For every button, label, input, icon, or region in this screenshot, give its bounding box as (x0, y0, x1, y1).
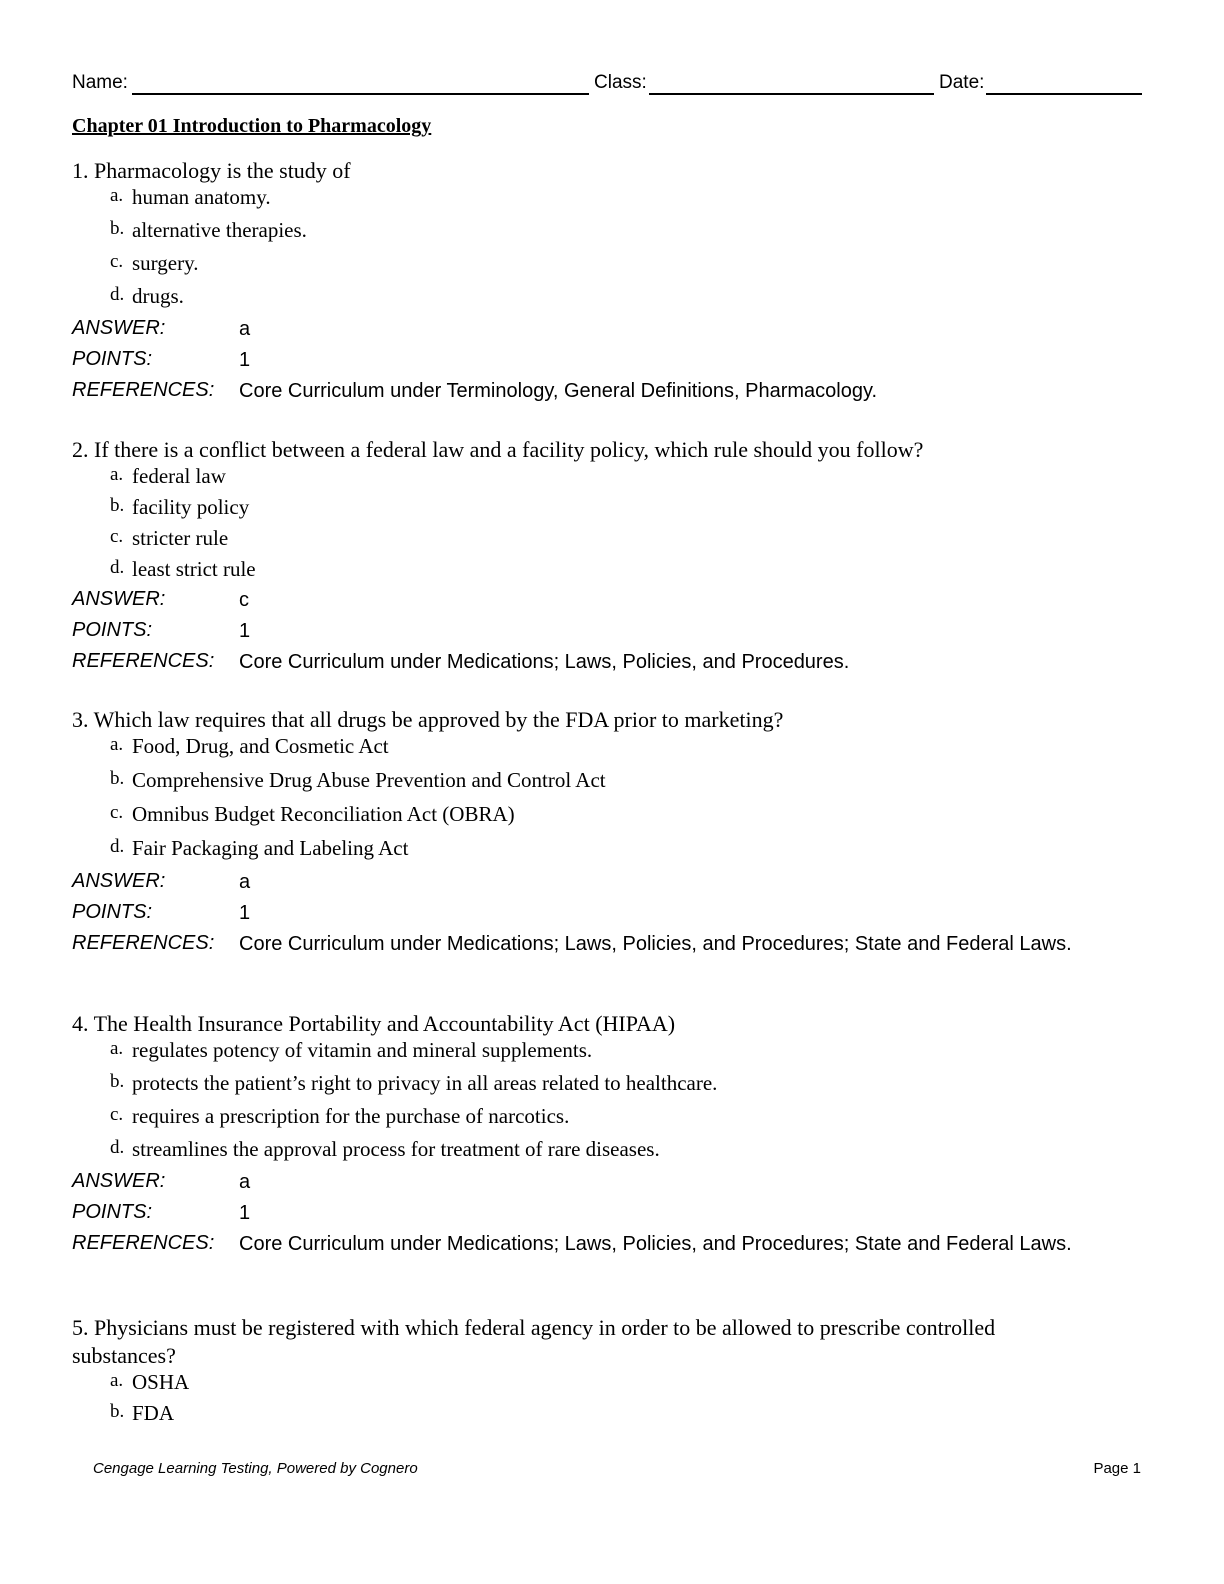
option-letter: a. (110, 185, 124, 206)
option-text: regulates potency of vitamin and mineral supplements. (132, 1038, 593, 1062)
option-letter: b. (110, 495, 125, 516)
answer-label: ANSWER: (72, 588, 166, 610)
option-text: stricter rule (132, 526, 229, 550)
date-label: Date: (939, 72, 985, 93)
option-d (72, 284, 1082, 317)
points-row (72, 619, 1082, 650)
option-text: Comprehensive Drug Abuse Prevention and Control Act (132, 768, 606, 792)
option-c (72, 526, 1082, 557)
references-row (72, 1232, 1082, 1288)
option-letter: d. (110, 557, 125, 578)
option-letter: c. (110, 526, 124, 547)
option-letter: a. (110, 1370, 124, 1391)
question-1 (72, 157, 1082, 410)
question-stem: 5. Physicians must be registered with which federal agency in order to be allowed to prescribe controlled substances? (72, 1315, 996, 1368)
option-a (72, 1038, 1082, 1071)
points-value: 1 (239, 349, 251, 371)
references-value: Core Curriculum under Medications; Laws, Policies, and Procedures; State and Federal Laws. (239, 1233, 1072, 1255)
references-label: REFERENCES: (72, 1232, 215, 1254)
references-label: REFERENCES: (72, 379, 215, 401)
points-value: 1 (239, 620, 251, 642)
option-text: requires a prescription for the purchase of narcotics. (132, 1104, 570, 1128)
option-d (72, 836, 1082, 870)
option-b (72, 768, 1082, 802)
points-row (72, 1201, 1082, 1232)
question-4 (72, 1010, 1082, 1288)
option-c (72, 251, 1082, 284)
answer-label: ANSWER: (72, 870, 166, 892)
points-label: POINTS: (72, 348, 153, 370)
option-d (72, 1137, 1082, 1170)
option-letter: b. (110, 1071, 125, 1092)
option-letter: a. (110, 734, 124, 755)
question-stem: 3. Which law requires that all drugs be approved by the FDA prior to marketing? (72, 707, 784, 732)
options-list (72, 464, 1082, 588)
answer-value: a (239, 1171, 251, 1193)
options-list (72, 1038, 1082, 1170)
option-letter: d. (110, 284, 125, 305)
option-c (72, 1104, 1082, 1137)
option-text: federal law (132, 464, 226, 488)
points-row (72, 348, 1082, 379)
answer-label: ANSWER: (72, 317, 166, 339)
points-label: POINTS: (72, 619, 153, 641)
points-value: 1 (239, 902, 251, 924)
options-list (72, 1370, 1082, 1432)
question-5 (72, 1314, 1082, 1432)
option-letter: c. (110, 802, 124, 823)
option-text: least strict rule (132, 557, 256, 581)
answer-label: ANSWER: (72, 1170, 166, 1192)
option-a (72, 734, 1082, 768)
date-field[interactable] (986, 93, 1142, 95)
name-field[interactable] (132, 93, 589, 95)
options-list (72, 185, 1082, 317)
option-c (72, 802, 1082, 836)
chapter-title: Chapter 01 Introduction to Pharmacology (72, 115, 432, 137)
option-text: alternative therapies. (132, 218, 307, 242)
answer-row (72, 1170, 1082, 1201)
points-value: 1 (239, 1202, 251, 1224)
option-letter: b. (110, 1401, 125, 1422)
name-label: Name: (72, 72, 128, 93)
answer-value: c (239, 589, 249, 611)
footer-publisher: Cengage Learning Testing, Powered by Cognero (93, 1460, 418, 1477)
page-number: Page 1 (1093, 1460, 1141, 1477)
answer-value: a (239, 871, 251, 893)
references-label: REFERENCES: (72, 932, 215, 954)
option-b (72, 218, 1082, 251)
question-stem: 4. The Health Insurance Portability and Accountability Act (HIPAA) (72, 1011, 676, 1036)
option-b (72, 495, 1082, 526)
option-letter: b. (110, 768, 125, 789)
references-value: Core Curriculum under Terminology, General Definitions, Pharmacology. (239, 380, 878, 402)
option-letter: d. (110, 836, 125, 857)
student-info-header (72, 72, 1142, 98)
answer-row (72, 317, 1082, 348)
option-letter: a. (110, 1038, 124, 1059)
points-label: POINTS: (72, 1201, 153, 1223)
question-2 (72, 436, 1082, 681)
option-text: streamlines the approval process for treatment of rare diseases. (132, 1137, 660, 1161)
references-value: Core Curriculum under Medications; Laws, Policies, and Procedures. (239, 651, 850, 673)
option-b (72, 1071, 1082, 1104)
option-text: FDA (132, 1401, 175, 1425)
option-letter: a. (110, 464, 124, 485)
option-b (72, 1401, 1082, 1432)
question-3 (72, 706, 1082, 988)
option-d (72, 557, 1082, 588)
option-text: Omnibus Budget Reconciliation Act (OBRA) (132, 802, 515, 826)
answer-row (72, 870, 1082, 901)
class-label: Class: (594, 72, 647, 93)
option-letter: d. (110, 1137, 125, 1158)
references-row (72, 650, 1082, 681)
option-a (72, 185, 1082, 218)
references-value: Core Curriculum under Medications; Laws, Policies, and Procedures; State and Federal Laws. (239, 933, 1072, 955)
question-stem: 1. Pharmacology is the study of (72, 158, 351, 183)
options-list (72, 734, 1082, 870)
option-letter: c. (110, 1104, 124, 1125)
option-text: Fair Packaging and Labeling Act (132, 836, 409, 860)
option-text: human anatomy. (132, 185, 271, 209)
points-label: POINTS: (72, 901, 153, 923)
option-text: Food, Drug, and Cosmetic Act (132, 734, 389, 758)
option-a (72, 1370, 1082, 1401)
option-letter: c. (110, 251, 124, 272)
answer-value: a (239, 318, 251, 340)
question-stem: 2. If there is a conflict between a federal law and a facility policy, which rule should you follow? (72, 437, 924, 462)
class-field[interactable] (649, 93, 934, 95)
references-row (72, 379, 1082, 410)
points-row (72, 901, 1082, 932)
option-text: surgery. (132, 251, 199, 275)
answer-row (72, 588, 1082, 619)
option-text: facility policy (132, 495, 250, 519)
option-text: drugs. (132, 284, 184, 308)
references-label: REFERENCES: (72, 650, 215, 672)
option-letter: b. (110, 218, 125, 239)
option-text: OSHA (132, 1370, 190, 1394)
references-row (72, 932, 1082, 988)
option-a (72, 464, 1082, 495)
option-text: protects the patient’s right to privacy in all areas related to healthcare. (132, 1071, 718, 1095)
